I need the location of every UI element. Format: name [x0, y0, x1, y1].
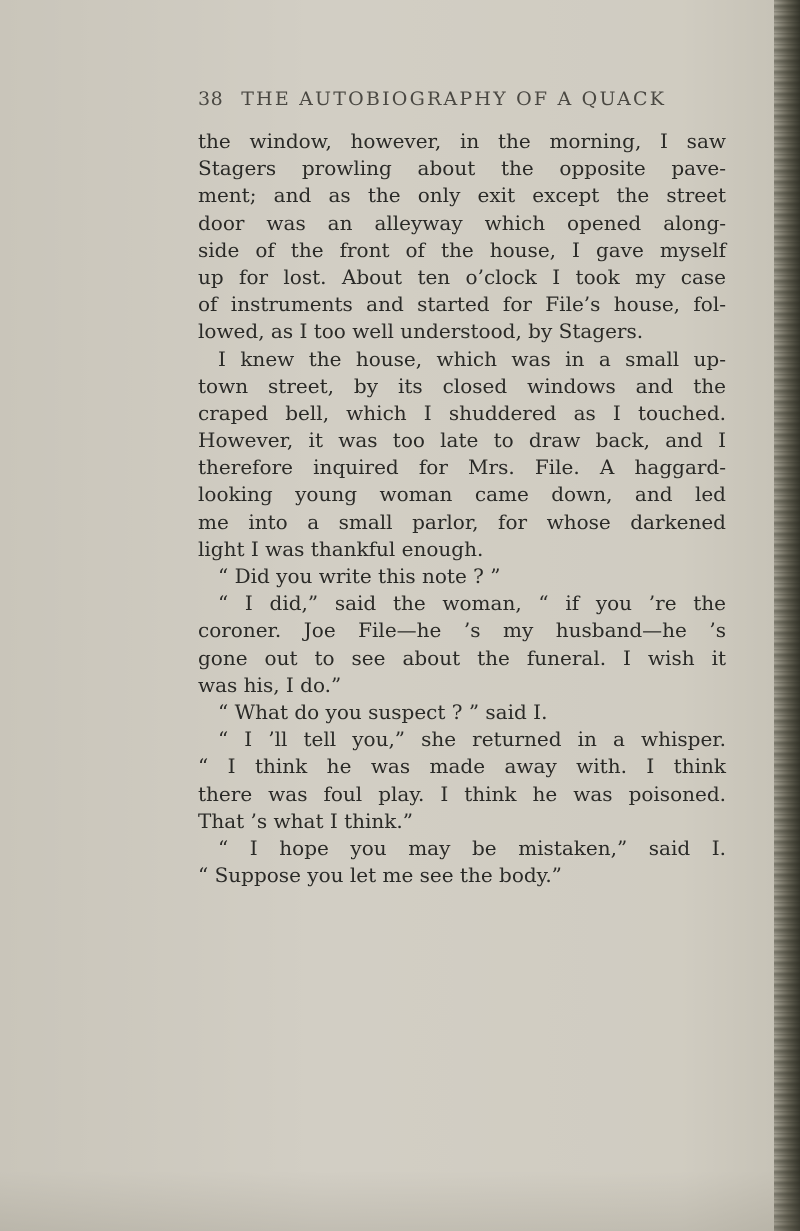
- running-title: THE AUTOBIOGRAPHY OF A QUACK: [241, 88, 667, 110]
- text-line: However, it was too late to draw back, and I: [198, 428, 726, 453]
- text-line: Stagers prowling about the opposite pave-: [198, 156, 726, 181]
- text-line: “ Did you write this note ? ”: [218, 564, 501, 588]
- page-number: 38: [198, 88, 224, 110]
- text-line: side of the front of the house, I gave myself: [198, 237, 726, 262]
- text-line: looking young woman came down, and led: [198, 482, 726, 507]
- text-line: up for lost. About ten o’clock I took my case: [198, 264, 726, 289]
- text-line: That ’s what I think.”: [198, 808, 413, 833]
- text-line: I knew the house, which was in a small up-: [218, 346, 726, 371]
- running-head: [198, 88, 666, 110]
- page-edge: [774, 0, 800, 1231]
- text-line: “ I hope you may be mistaken,” said I.: [218, 835, 726, 860]
- text-line: therefore inquired for Mrs. File. A haggard-: [198, 455, 726, 480]
- page-shadow: [0, 1171, 800, 1231]
- text-line: door was an alleyway which opened along-: [198, 210, 726, 235]
- text-line: “ I think he was made away with. I think: [198, 754, 726, 779]
- text-line: was his, I do.”: [198, 672, 342, 697]
- text-line: craped bell, which I shuddered as I touched.: [198, 400, 726, 425]
- text-line: “ Suppose you let me see the body.”: [198, 863, 562, 888]
- text-line: “ I ’ll tell you,” she returned in a whisper.: [218, 727, 726, 752]
- text-line: ment; and as the only exit except the street: [198, 183, 726, 208]
- text-line: “ What do you suspect ? ” said I.: [218, 699, 548, 724]
- text-line: town street, by its closed windows and the: [198, 373, 726, 398]
- text-line: coroner. Joe File—he ’s my husband—he ’s: [198, 618, 726, 643]
- text-line: of instruments and started for File’s house, fol-: [198, 292, 726, 317]
- text-line: the window, however, in the morning, I saw: [198, 129, 726, 153]
- body-text: [198, 128, 726, 889]
- text-line: gone out to see about the funeral. I wish it: [198, 645, 726, 670]
- text-line: me into a small parlor, for whose darkened: [198, 509, 726, 534]
- text-line: there was foul play. I think he was poisoned.: [198, 781, 726, 806]
- text-line: light I was thankful enough.: [198, 536, 484, 561]
- text-line: lowed, as I too well understood, by Stagers.: [198, 319, 644, 344]
- text-line: “ I did,” said the woman, “ if you ’re the: [218, 591, 726, 616]
